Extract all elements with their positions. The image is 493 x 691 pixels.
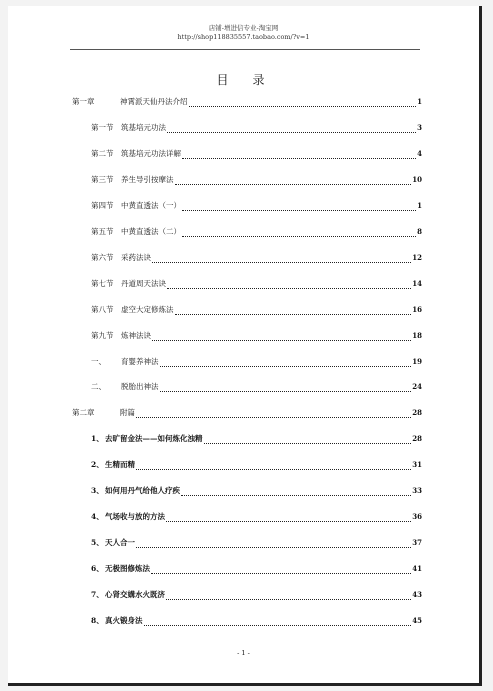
toc-entry[interactable]: [91, 616, 422, 626]
toc-entry[interactable]: [91, 538, 422, 548]
toc-entry-number: 第二节: [91, 149, 114, 158]
toc-entry-page: 28: [412, 408, 422, 417]
document-page: [8, 6, 482, 686]
toc-entry-page: 28: [412, 434, 422, 443]
toc-entry-title: 中黄直透法（一）: [121, 201, 181, 210]
toc-leader-dots: [204, 436, 412, 444]
toc-entry-page: 3: [417, 123, 422, 132]
toc-entry-page: 1: [417, 201, 422, 210]
toc-entry[interactable]: [91, 357, 422, 367]
toc-entry-title: 去旷留金法——如何炼化浊精: [105, 434, 203, 443]
toc-entry[interactable]: [91, 149, 422, 159]
toc-entry[interactable]: [91, 123, 422, 133]
toc-entry-page: 24: [412, 382, 422, 391]
toc-leader-dots: [136, 540, 411, 548]
toc-entry-title: 筑基培元功法: [121, 123, 166, 132]
toc-entry-page: 36: [412, 512, 422, 521]
toc-entry-title: 气场收与放的方法: [105, 512, 165, 521]
toc-leader-dots: [160, 384, 412, 392]
toc-leader-dots: [189, 99, 417, 107]
toc-leader-dots: [167, 281, 411, 289]
toc-entry-title: 采药法诀: [121, 253, 151, 262]
toc-entry-number: 第三节: [91, 175, 114, 184]
toc-entry-number: 第五节: [91, 227, 114, 236]
toc-entry[interactable]: [91, 434, 422, 444]
toc-entry-number: 第一节: [91, 123, 114, 132]
toc-entry-page: 1: [417, 97, 422, 106]
toc-entry-number: 第九节: [91, 331, 114, 340]
toc-entry-title: 神霄派天仙丹法介绍: [120, 97, 188, 106]
toc-entry[interactable]: [91, 175, 422, 185]
toc-leader-dots: [181, 488, 411, 496]
toc-entry[interactable]: [91, 460, 422, 470]
header-rule: [70, 49, 420, 50]
toc-entry-number: 第八节: [91, 305, 114, 314]
toc-entry-title: 无极图修炼法: [105, 564, 150, 573]
toc-entry-page: 41: [412, 564, 422, 573]
header-url: http://shop118835557.taobao.com/?v=1: [177, 33, 310, 41]
toc-entry-title: 生精而精: [105, 460, 135, 469]
page-header: [8, 24, 479, 42]
toc-leader-dots: [182, 151, 416, 159]
toc-leader-dots: [175, 177, 412, 185]
toc-entry[interactable]: [91, 201, 422, 211]
toc-entry-title: 脱胎出神法: [121, 382, 159, 391]
toc-entry[interactable]: [91, 590, 422, 600]
toc-entry-title: 育婴养神法: [121, 357, 159, 366]
toc-entry-number: 第六节: [91, 253, 114, 262]
toc-entry-page: 4: [417, 149, 422, 158]
toc-entry-title: 炼神法诀: [121, 331, 151, 340]
toc-entry-page: 43: [412, 590, 422, 599]
toc-entry-number: 第七节: [91, 279, 114, 288]
toc-entry-page: 10: [412, 175, 422, 184]
toc-entry-title: 筑基培元功法详解: [121, 149, 181, 158]
toc-entry-page: 8: [417, 227, 422, 236]
toc-entry-page: 18: [412, 331, 422, 340]
toc-entry-page: 19: [412, 357, 422, 366]
toc-entry-page: 12: [412, 253, 422, 262]
toc-leader-dots: [136, 410, 411, 418]
toc-entry-page: 31: [412, 460, 422, 469]
toc-entry-page: 16: [412, 305, 422, 314]
toc-entry-title: 虚空大定修炼法: [121, 305, 174, 314]
toc-entry-number: 2、: [91, 460, 104, 469]
toc-entry-title: 附篇: [120, 408, 135, 417]
toc-entry-number: 二、: [91, 382, 106, 391]
toc-entry-title: 天人合一: [105, 538, 135, 547]
toc-entry[interactable]: [91, 331, 422, 341]
toc-entry-number: 5、: [91, 538, 104, 547]
toc-entry-title: 中黄直透法（二）: [121, 227, 181, 236]
toc-entry-page: 37: [412, 538, 422, 547]
toc-entry[interactable]: [91, 382, 422, 392]
toc-leader-dots: [151, 566, 411, 574]
toc-entry[interactable]: [91, 512, 422, 522]
toc-entry-number: 7、: [91, 590, 104, 599]
toc-entry[interactable]: [91, 279, 422, 289]
toc-entry-number: 6、: [91, 564, 104, 573]
toc-entry-page: 45: [412, 616, 422, 625]
toc-entry-number: 一、: [91, 357, 106, 366]
toc-title: 目 录: [216, 73, 271, 87]
toc-leader-dots: [152, 255, 411, 263]
toc-entry-number: 第四节: [91, 201, 114, 210]
toc-leader-dots: [182, 229, 416, 237]
toc-leader-dots: [166, 514, 411, 522]
toc-entry-number: 3、: [91, 486, 104, 495]
toc-entry[interactable]: [91, 486, 422, 496]
toc-entry-number: 4、: [91, 512, 104, 521]
toc-leader-dots: [166, 592, 411, 600]
toc-entry-title: 丹道周天法诀: [121, 279, 166, 288]
toc-leader-dots: [136, 462, 411, 470]
header-shop-name: 店铺-增进信专业-淘宝网: [208, 24, 279, 32]
toc-entry[interactable]: [72, 408, 422, 418]
toc-entry-title: 心肾交媾水火既济: [105, 590, 165, 599]
toc-entry[interactable]: [91, 227, 422, 237]
toc-entry[interactable]: [91, 305, 422, 315]
page-number-footer: - 1 -: [237, 649, 250, 657]
toc-leader-dots: [175, 307, 412, 315]
toc-entry[interactable]: [72, 97, 422, 107]
toc-entry[interactable]: [91, 253, 422, 263]
toc-leader-dots: [144, 618, 412, 626]
toc-entry-page: 33: [412, 486, 422, 495]
toc-entry-title: 如何用丹气给他人疗疾: [105, 486, 180, 495]
toc-leader-dots: [182, 203, 416, 211]
toc-entry-number: 8、: [91, 616, 104, 625]
toc-leader-dots: [160, 359, 412, 367]
toc-entry-title: 养生导引按摩法: [121, 175, 174, 184]
toc-entry-number: 第二章: [72, 408, 95, 417]
toc-entry-title: 真火锻身法: [105, 616, 143, 625]
toc-leader-dots: [167, 125, 416, 133]
toc-entry-number: 1、: [91, 434, 104, 443]
toc-entry[interactable]: [91, 564, 422, 574]
toc-entry-page: 14: [412, 279, 422, 288]
toc-entry-number: 第一章: [72, 97, 95, 106]
toc-leader-dots: [152, 333, 411, 341]
